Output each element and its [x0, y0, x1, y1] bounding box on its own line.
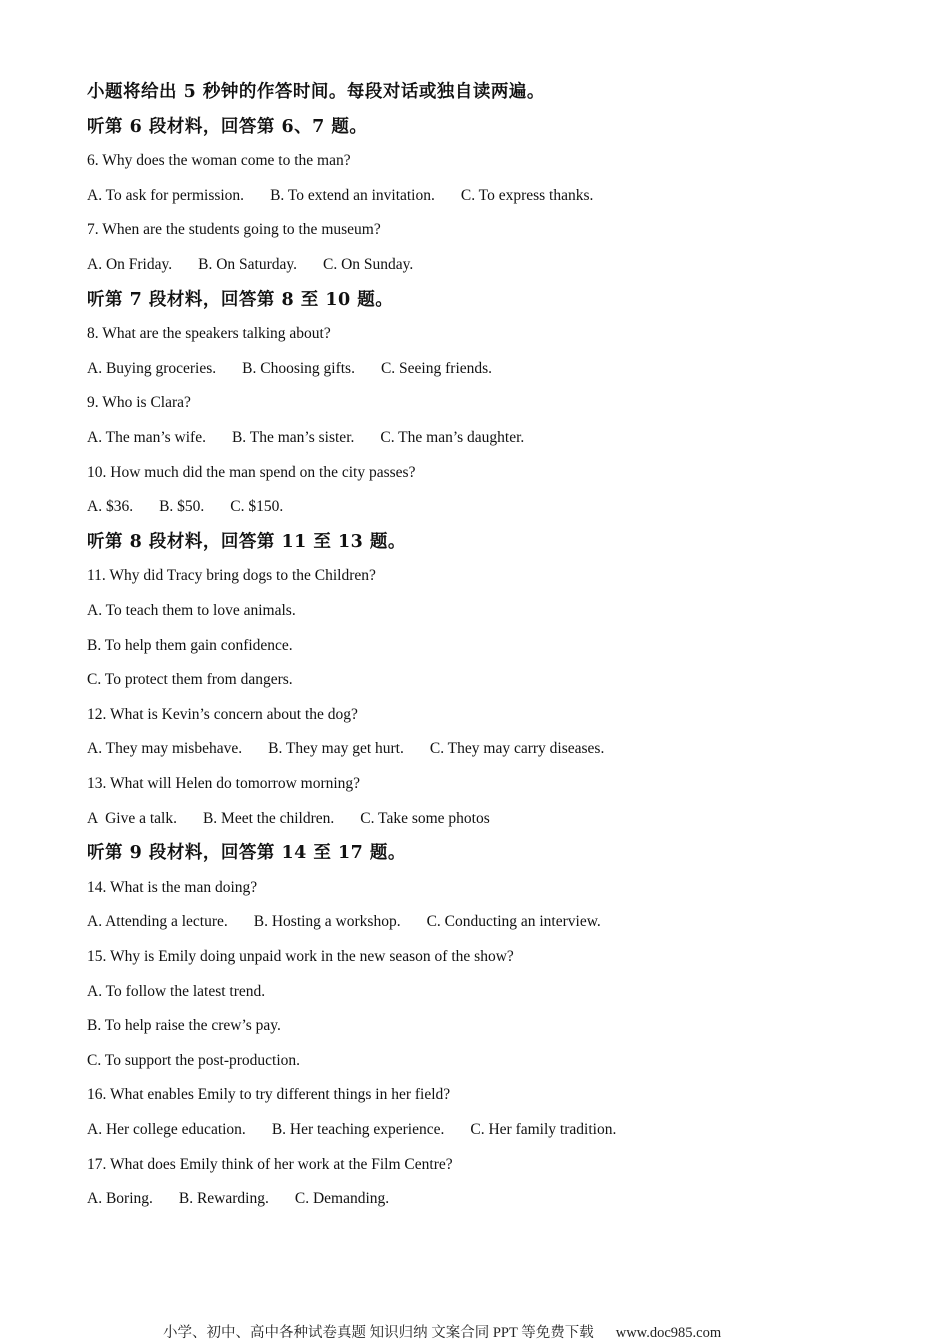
question-text: 16. What enables Emily to try different things in her field?	[87, 1086, 451, 1103]
answer-option: C. To support the post-production.	[87, 1052, 301, 1069]
answer-option: C. To express thanks.	[460, 187, 594, 204]
answer-option: C. Demanding.	[294, 1190, 390, 1207]
answer-options-row	[87, 497, 283, 517]
answer-options-row	[87, 1120, 616, 1140]
answer-option: B. $50.	[159, 498, 205, 515]
answer-option: C. The man’s daughter.	[380, 429, 525, 446]
answer-option: A. To teach them to love animals.	[87, 602, 296, 619]
answer-option: A. Her college education.	[87, 1121, 246, 1138]
answer-option: B. Hosting a workshop.	[253, 913, 401, 930]
question-text: 17. What does Emily think of her work at the Film Centre?	[87, 1156, 453, 1173]
answer-options-row	[87, 1189, 389, 1209]
answer-option: B. To help them gain confidence.	[87, 637, 293, 654]
answer-option: B. Choosing gifts.	[242, 360, 355, 377]
answer-options-row	[87, 739, 604, 759]
answer-options-row	[87, 912, 601, 932]
answer-option: A. Attending a lecture.	[87, 913, 228, 930]
answer-option: A. Boring.	[87, 1190, 153, 1207]
footer-site-link[interactable]: www.doc985.com	[615, 1325, 722, 1341]
answer-option: C. Take some photos	[360, 810, 490, 827]
question-text: 15. Why is Emily doing unpaid work in the new season of the show?	[87, 948, 514, 965]
answer-option: C. Seeing friends.	[380, 360, 493, 377]
page-footer	[163, 1324, 721, 1342]
answer-option: A. The man’s wife.	[87, 429, 206, 446]
answer-option: B. On Saturday.	[198, 256, 297, 273]
answer-options-row	[87, 186, 593, 206]
answer-option: A. To follow the latest trend.	[87, 983, 266, 1000]
answer-option: A. Buying groceries.	[87, 360, 217, 377]
answer-option: A. They may misbehave.	[87, 740, 243, 757]
answer-option: A Give a talk.	[87, 810, 177, 827]
answer-option: C. On Sunday.	[322, 256, 414, 273]
question-text: 10. How much did the man spend on the city passes?	[87, 464, 416, 481]
answer-option: C. Her family tradition.	[470, 1121, 617, 1138]
answer-option: C. They may carry diseases.	[429, 740, 605, 757]
question-text: 14. What is the man doing?	[87, 879, 258, 896]
answer-options-row	[87, 255, 413, 275]
answer-option: B. To extend an invitation.	[270, 187, 435, 204]
answer-option: B. Rewarding.	[178, 1190, 269, 1207]
footer-text: 小学、初中、高中各种试卷真题 知识归纳 文案合同 PPT 等免费下载	[163, 1325, 594, 1341]
answer-option: C. Conducting an interview.	[426, 913, 601, 930]
question-text: 11. Why did Tracy bring dogs to the Children?	[87, 567, 376, 584]
answer-option: B. Her teaching experience.	[271, 1121, 445, 1138]
answer-options-row	[87, 428, 524, 448]
answer-option: A. $36.	[87, 498, 134, 515]
question-text: 13. What will Helen do tomorrow morning?	[87, 775, 361, 792]
answer-options-row	[87, 809, 490, 829]
section-heading: 听第 7 段材料，回答第 8 至 10 题。	[87, 290, 394, 310]
question-text: 8. What are the speakers talking about?	[87, 325, 331, 342]
section-heading: 听第 6 段材料，回答第 6、7 题。	[87, 117, 368, 137]
answer-option: B. The man’s sister.	[231, 429, 355, 446]
answer-option: C. $150.	[230, 498, 284, 515]
answer-option: B. Meet the children.	[202, 810, 335, 827]
answer-option: A. To ask for permission.	[87, 187, 245, 204]
answer-option: C. To protect them from dangers.	[87, 671, 293, 688]
section-heading: 听第 8 段材料，回答第 11 至 13 题。	[87, 532, 406, 552]
section-heading: 听第 9 段材料，回答第 14 至 17 题。	[87, 843, 406, 863]
answer-options-row	[87, 359, 492, 379]
section-heading: 小题将给出 5 秒钟的作答时间。每段对话或独自读两遍。	[87, 82, 545, 102]
question-text: 12. What is Kevin’s concern about the dog?	[87, 706, 358, 723]
answer-option: B. To help raise the crew’s pay.	[87, 1017, 281, 1034]
answer-option: B. They may get hurt.	[268, 740, 404, 757]
answer-option: A. On Friday.	[87, 256, 173, 273]
question-text: 6. Why does the woman come to the man?	[87, 152, 351, 169]
question-text: 9. Who is Clara?	[87, 394, 191, 411]
question-text: 7. When are the students going to the museum?	[87, 221, 381, 238]
